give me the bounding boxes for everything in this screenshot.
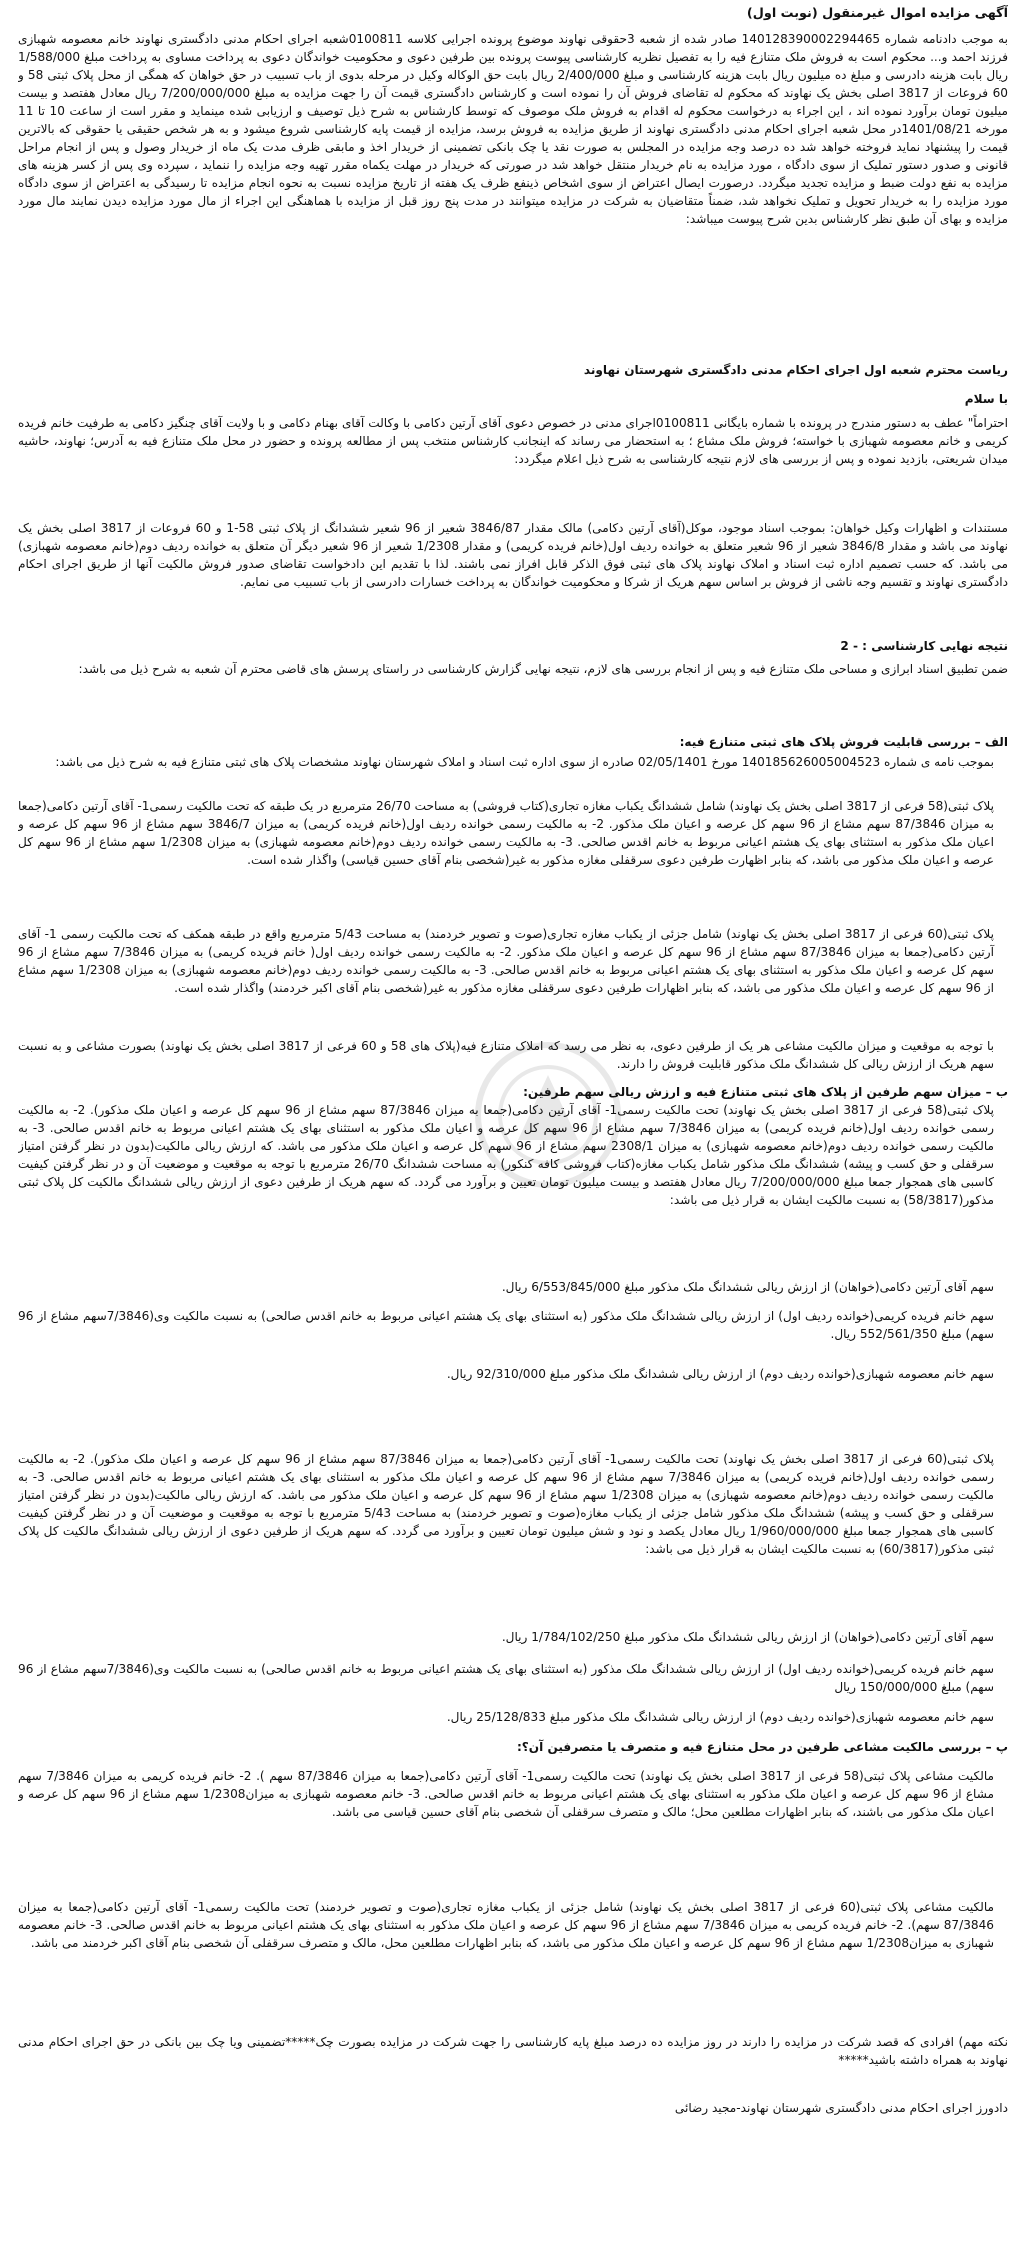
documents-paragraph: مستندات و اظهارات وکیل خواهان: بموجب اسناد موجود، موکل(آقای آرتین دکامی) مالک مقدار 3846/87 شعیر از 96 شعیر ششدانگ از پلاک ثبتی 58-1 و 60 فروعات از 3817 اصلی بخش یک نهاوند می باشد و مقدار 3846/8 شعیر از 96 شعیر متعلق به خوانده ردیف اول(خانم فریده کریمی) و مقدار 1/2308 شعیر از 96 شعیر دیگر آن متعلق به خوانده ردیف دوم(خانم معصومه شهبازی) می باشد. که حسب تصمیم اداره ثبت اسناد و املاک نهاوند پلاک های ثبتی فوق الذکر قابل افراز نمی باشند. لذا با تقدیم این دادخواست تقاضای صدور فروش مالکیت آنها از طریق اجرای احکام دادگستری نهاوند و تقسیم وجه ناشی از فروش بر اساس سهم هریک از شرکا و محکومیت خواندگان به پرداخت خسارات دادرسی از باب تسبیب می نمایم. [18, 521, 1008, 590]
important-note: نکته مهم) افرادی که قصد شرکت در مزایده را دارند در روز مزایده ده درصد مبلغ پایه کارشناسی را جهت شرکت در مزایده بصورت چک*****تضمینی ویا چک بین بانکی در حق اجرای احکام مدنی نهاوند به همراه داشته باشید***** [18, 2035, 1008, 2068]
notice-page [18, 0, 1008, 2249]
ownership-plaque-60: مالکیت مشاعی پلاک ثبتی(60 فرعی از 3817 اصلی بخش یک نهاوند) شامل جزئی از یکباب مغازه تجاری(صوت و تصویر خردمند) تحت مالکیت رسمی1- آقای آرتین دکامی(جمعا به میزان 87/3846 سهم). 2- خانم فریده کریمی به میزان 7/3846 سهم مشاع از 96 سهم کل عرصه و اعیان ملک مذکور به استثنای بهای یک هشتم اعیانی مربوط به خانم اقدس صالحی. 3- خانم معصومه شهبازی به میزان1/2308 سهم مشاع از 96 سهم کل عرصه و اعیان ملک مذکور می باشد، که بنابر اظهارات مطلعین محل، مالک و متصرف سرقفلی آن شخصی بنام آقای اکبر خردمند می باشد. [18, 1900, 995, 1951]
final-result-body: ضمن تطبیق اسناد ابرازی و مساحی ملک متنازع فیه و پس از انجام بررسی های لازم، نتیجه نهایی گزارش کارشناسی در راستای پرسش های قاضی محترم آن شعبه به شرح ذیل می باشد: [78, 662, 1008, 676]
notice-title: آگهی مزایده اموال غیرمنقول (نوبت اول) [746, 6, 1008, 21]
ownership-plaque-58: مالکیت مشاعی پلاک ثبتی(58 فرعی از 3817 اصلی بخش یک نهاوند) تحت مالکیت رسمی1- آقای آرتین دکامی(جمعا به میزان 87/3846 سهم ). 2- خانم فریده کریمی به میزان 7/3846 سهم مشاع از 96 سهم کل عرصه و اعیان ملک مذکور به استثنای بهای یک هشتم اعیانی مربوط به خانم اقدس صالحی. 3- خانم معصومه شهبازی به میزان1/2308 سهم مشاع از 96 سهم کل عرصه و اعیان ملک مذکور می باشند، که بنابر اظهارات مطلعین محل؛ مالک و متصرف سرقفلی آن شخصی بنام آقای حسین قیاسی می باشد. [18, 1769, 994, 1820]
plaque-58-share-defendant-2: سهم خانم معصومه شهبازی(خوانده ردیف دوم) از ارزش ریالی ششدانگ ملک مذکور مبلغ 92/310/000 ریال. [446, 1367, 994, 1381]
plaque-60-value-description: پلاک ثبتی(60 فرعی از 3817 اصلی بخش یک نهاوند) تحت مالکیت رسمی1- آقای آرتین دکامی(جمعا به میزان 87/3846 سهم مشاع از 96 سهم کل عرصه و اعیان ملک مذکور). 2- به مالکیت رسمی خوانده ردیف اول(خانم فریده کریمی) به میزان 7/3846 سهم مشاع از 96 سهم کل عرصه و اعیان ملک مذکور به استثنای بهای یک هشتم اعیانی مربوط به خانم اقدس صالحی. 3- به مالکیت رسمی خوانده ردیف دوم(خانم معصومه شهبازی) به میزان 1/2308 سهم مشاع از 96 سهم کل عرصه و اعیان ملک مذکور می باشد. که ارزش ریالی مالکیت(بدون در نظر گرفتن امتیاز سرقفلی و حق کسب و پیشه) ششدانگ ملک مذکور شامل جزئی از یکباب مغازه(صوت و تصویر خردمند) به مساحت 5/43 مترمربع با توجه به موقعیت و موضعیت آن و در نظر گرفتن کیفیت کاسبی های همجوار جمعا مبلغ 1/960/000/000 ریال معادل یکصد و نود و شش میلیون تومان تعیین و برآورد می گردد. که سهم هریک از طرفین دعوی از ارزش ریالی ششدانگ مالکیت کل پلاک ثبتی مذکور(60/3817) به نسبت مالکیت ایشان به قرار ذیل می باشد: [18, 1452, 995, 1557]
plaque-58-share-defendant-1: سهم خانم فریده کریمی(خوانده ردیف اول) از ارزش ریالی ششدانگ ملک مذکور (به استثنای بهای یک هشتم اعیانی مربوط به خانم اقدس صالحی) به نسبت مالکیت وی(7/3846سهم مشاع از 96 سهم) مبلغ 552/561/350 ریال. [18, 1309, 994, 1342]
greeting: با سلام [964, 392, 1008, 406]
plaque-58-value-description: پلاک ثبتی(58 فرعی از 3817 اصلی بخش یک نهاوند) تحت مالکیت رسمی1- آقای آرتین دکامی(جمعا به میزان 87/3846 سهم مشاع از 96 سهم کل عرصه و اعیان ملک مذکور). 2- به مالکیت رسمی خوانده ردیف اول(خانم فریده کریمی) به میزان 7/3846 سهم مشاع از 96 سهم کل عرصه و اعیان ملک مذکور به استثنای بهای یک هشتم اعیانی مربوط به خانم اقدس صالحی. 3- به مالکیت رسمی خوانده ردیف دوم(خانم معصومه شهبازی) به میزان 2308/1 سهم مشاع از 96 سهم کل عرصه و اعیان ملک مذکور می باشد. که ارزش ریالی مالکیت(بدون در نظر گرفتن امتیاز سرقفلی و حق کسب و پیشه) ششدانگ ملک مذکور شامل یکباب مغازه(کتاب فروشی کافه کنکور) به مساحت ششدانگ 26/70 مترمربع با توجه به موقعیت و موضعیت آن و در نظر گرفتن کیفیت کاسبی های همجوار جمعا مبلغ 7/200/000/000 ریال معادل هفتصد و بیست میلیون تومان تعیین و برآورد می گردد. که سهم هریک از طرفین دعوی از ارزش ریالی ششدانگ مالکیت کل پلاک ثبتی مذکور(58/3817) به نسبت مالکیت ایشان به قرار ذیل می باشد: [18, 1103, 995, 1208]
final-result-heading: نتیجه نهایی کارشناسی : - 2 [840, 639, 1008, 653]
signature: دادورز اجرای احکام مدنی دادگستری شهرستان نهاوند-مجید رضائی [674, 2101, 1008, 2115]
section-a-title: الف – بررسی قابلیت فروش پلاک های ثبتی متنازع فیه: [679, 735, 1008, 749]
request-paragraph: احتراماً" عطف به دستور مندرج در پرونده با شماره بایگانی 0100811اجرای مدنی در خصوص دعوی آقای آرتین دکامی با وکالت آقای بهنام دکامی و با ولایت آقای چنگیز دکامی به طرفیت خانم فریده کریمی و خانم معصومه شهبازی با خواسته؛ فروش ملک مشاع ؛ به استحضار می رساند که اینجانب کارشناس منتخب پس از مطالعه پرونده و حضور در محل ملک متنازع فیه به آدرس؛ نهاوند، حاشیه میدان شریعتی، بازدید نموده و پس از بررسی های لازم نتیجه کارشناسی به شرح ذیل اعلام میگردد: [18, 416, 1008, 467]
plaque-58-share-plaintiff: سهم آقای آرتین دکامی(خواهان) از ارزش ریالی ششدانگ ملک مذکور مبلغ 6/553/845/000 ریال. [501, 1280, 994, 1294]
plaque-60-share-defendant-2: سهم خانم معصومه شهبازی(خوانده ردیف دوم) از ارزش ریالی ششدانگ ملک مذکور مبلغ 25/128/833 ریال. [446, 1710, 994, 1724]
intro-paragraph: به موجب دادنامه شماره 140128390002294465 صادر شده از شعبه 3حقوقی نهاوند موضوع پرونده اجرایی کلاسه 0100811شعبه اجرای احکام مدنی دادگستری نهاوند خانم معصومه شهبازی فرزند احمد و... محکوم است به فروش ملک متنازع فیه را به تفصیل نظریه کارشناسی پیوست پرونده بین طرفین دعوی و محکومیت خواندگان دعوی به پرداخت مساوی به پرداخت مبلغ 1/588/000 ریال بابت هزینه دادرسی و مبلغ ده میلیون ریال بابت هزینه کارشناسی و مبلغ 2/400/000 ریال بابت حق الوکاله وکیل در مرحله بدوی از باب تسبیب در حق خواهان که همگی از محل پلاک ثبتی 58 و 60 فروعات از 3817 اصلی بخش یک نهاوند که محکوم له تقاضای فروش آن را نموده است و کارشناس دادگستری قیمت آن را جهت مزایده به مبلغ 7/200/000/000 ریال معادل هفتصد و بیست میلیون تومان برآورد نموده اند ، این اجراء به درخواست محکوم له اقدام به فروش ملک موصوف که توسط کارشناس به شرح ذیل توصیف و ارزیابی شده مینماید و مقرر است از ساعت 10 تا 11 مورخه 1401/08/21در محل شعبه اجرای احکام مدنی دادگستری نهاوند از طریق مزایده به فروش برسد، مزایده از قیمت پایه کارشناسی شروع میشود و به هر شخص حقیقی یا حقوقی که بالاترین قیمت را پیشنهاد نماید فروخته خواهد شد ده درصد وجه مزایده در المجلس به صورت نقد یا چک بانکی تضمینی از خریدار اخذ و مابقی ظرف مدت یک ماه از خریدار وصول و پس از انجام مراحل قانونی و صدور دستور تملیک از سوی دادگاه ، مورد مزایده به نام خریدار منتقل خواهد شد در صورتی که خریدار در مهلت یکماه مقرر تهیه وجه مزایده را ننماید ، سپرده وی پس از کسر هزینه های مزایده به نفع دولت ضبط و مزایده تجدید میگردد. درصورت ایصال اعتراض از سوی اشخاص ذینفع ظرف یک هفته از تاریخ مزایده نسبت به نحوه انجام مزایده تا رسیدگی به اعتراض از سوی دادگاه مورد مزایده را به خریدار تحویل و تملیک نخواهد شد، ضمناً متقاضیان به شرکت در مزایده میتوانند در مدت پنج روز قبل از مزایده با هماهنگی این اجراء از مال مورد مزایده دیدن نمایند مال مورد مزایده و بهای آن طبق نظر کارشناس بدین شرح پیوست میباشد: [18, 32, 1008, 227]
section-a-reference: بموجب نامه ی شماره 140185626005004523 مورخ 02/05/1401 صادره از سوی اداره ثبت اسناد و املاک شهرستان نهاوند مشخصات پلاک های ثبتی متنازع فیه به شرح ذیل می باشد: [55, 755, 994, 769]
addressee: ریاست محترم شعبه اول اجرای احکام مدنی دادگستری شهرستان نهاوند [583, 363, 1008, 377]
plaque-60-share-defendant-1: سهم خانم فریده کریمی(خوانده ردیف اول) از ارزش ریالی ششدانگ ملک مذکور (به استثنای بهای یک هشتم اعیانی مربوط به خانم اقدس صالحی) به نسبت مالکیت وی(7/3846سهم مشاع از 96 سهم) مبلغ 150/000/000 ریال [18, 1662, 994, 1695]
section-c-title: پ – بررسی مالکیت مشاعی طرفین در محل متنازع فیه و متصرف یا متصرفین آن؟: [516, 1740, 1008, 1754]
section-b-title: ب – میزان سهم طرفین از پلاک های ثبتی متنازع فیه و ارزش ریالی سهم طرفین: [523, 1085, 1008, 1099]
plaque-60-description: پلاک ثبتی(60 فرعی از 3817 اصلی بخش یک نهاوند) شامل جزئی از یکباب مغازه تجاری(صوت و تصویر خردمند) به مساحت 5/43 مترمربع واقع در طبقه همکف که تحت مالکیت رسمی 1- آقای آرتین دکامی(جمعا به میزان 87/3846 سهم مشاع از 96 سهم کل عرصه و اعیان ملک مذکور. 2- به مالکیت رسمی خوانده ردیف اول( خانم فریده کریمی) به میزان 7/3846 سهم مشاع از 96 سهم کل عرصه و اعیان ملک مذکور به استثنای بهای یک هشتم اعیانی مربوط به خانم اقدس صالحی. 3- به مالکیت رسمی خوانده ردیف دوم(خانم معصومه شهبازی) به میزان 1/2308 سهم مشاع از 96 سهم کل عرصه و اعیان ملک مذکور می باشد، که بنابر اظهارات طرفین دعوی سرقفلی مغازه مذکور به غیر(شخصی بنام آقای اکبر خردمند) واگذار شده است. [18, 927, 995, 996]
plaque-58-description: پلاک ثبتی(58 فرعی از 3817 اصلی بخش یک نهاوند) شامل ششدانگ یکباب مغازه تجاری(کتاب فروشی) به مساحت 26/70 مترمربع در یک طبقه که تحت مالکیت رسمی1- آقای آرتین دکامی(جمعا به میزان 87/3846 سهم مشاع از 96 سهم کل عرصه و اعیان ملک مذکور. 2- به مالکیت رسمی خوانده ردیف اول(خانم فریده کریمی) به میزان 3846/7 سهم مشاع از 96 سهم کل عرصه و اعیان ملک مذکور به استثنای بهای یک هشتم اعیانی مربوط به خانم اقدس صالحی. 3- به مالکیت رسمی خوانده ردیف دوم(خانم معصومه شهبازی) به میزان 1/2308 سهم مشاع از 96 سهم کل عرصه و اعیان ملک مذکور می باشد، که بنابر اظهارت طرفین دعوی سرقفلی مغازه مذکور به غیر(شخصی بنام آقای حسین قیاسی) واگذار شده است. [18, 799, 995, 868]
plaque-60-share-plaintiff: سهم آقای آرتین دکامی(خواهان) از ارزش ریالی ششدانگ ملک مذکور مبلغ 1/784/102/250 ریال. [501, 1630, 994, 1644]
sale-possibility: با توجه به موقعیت و میزان مالکیت مشاعی هر یک از طرفین دعوی، به نظر می رسد که املاک متنازع فیه(پلاک های 58 و 60 فرعی از 3817 اصلی بخش یک نهاوند) بصورت مشاعی و به نسبت سهم هریک از ارزش ریالی کل ششدانگ ملک مذکور قابلیت فروش را دارند. [18, 1039, 994, 1072]
